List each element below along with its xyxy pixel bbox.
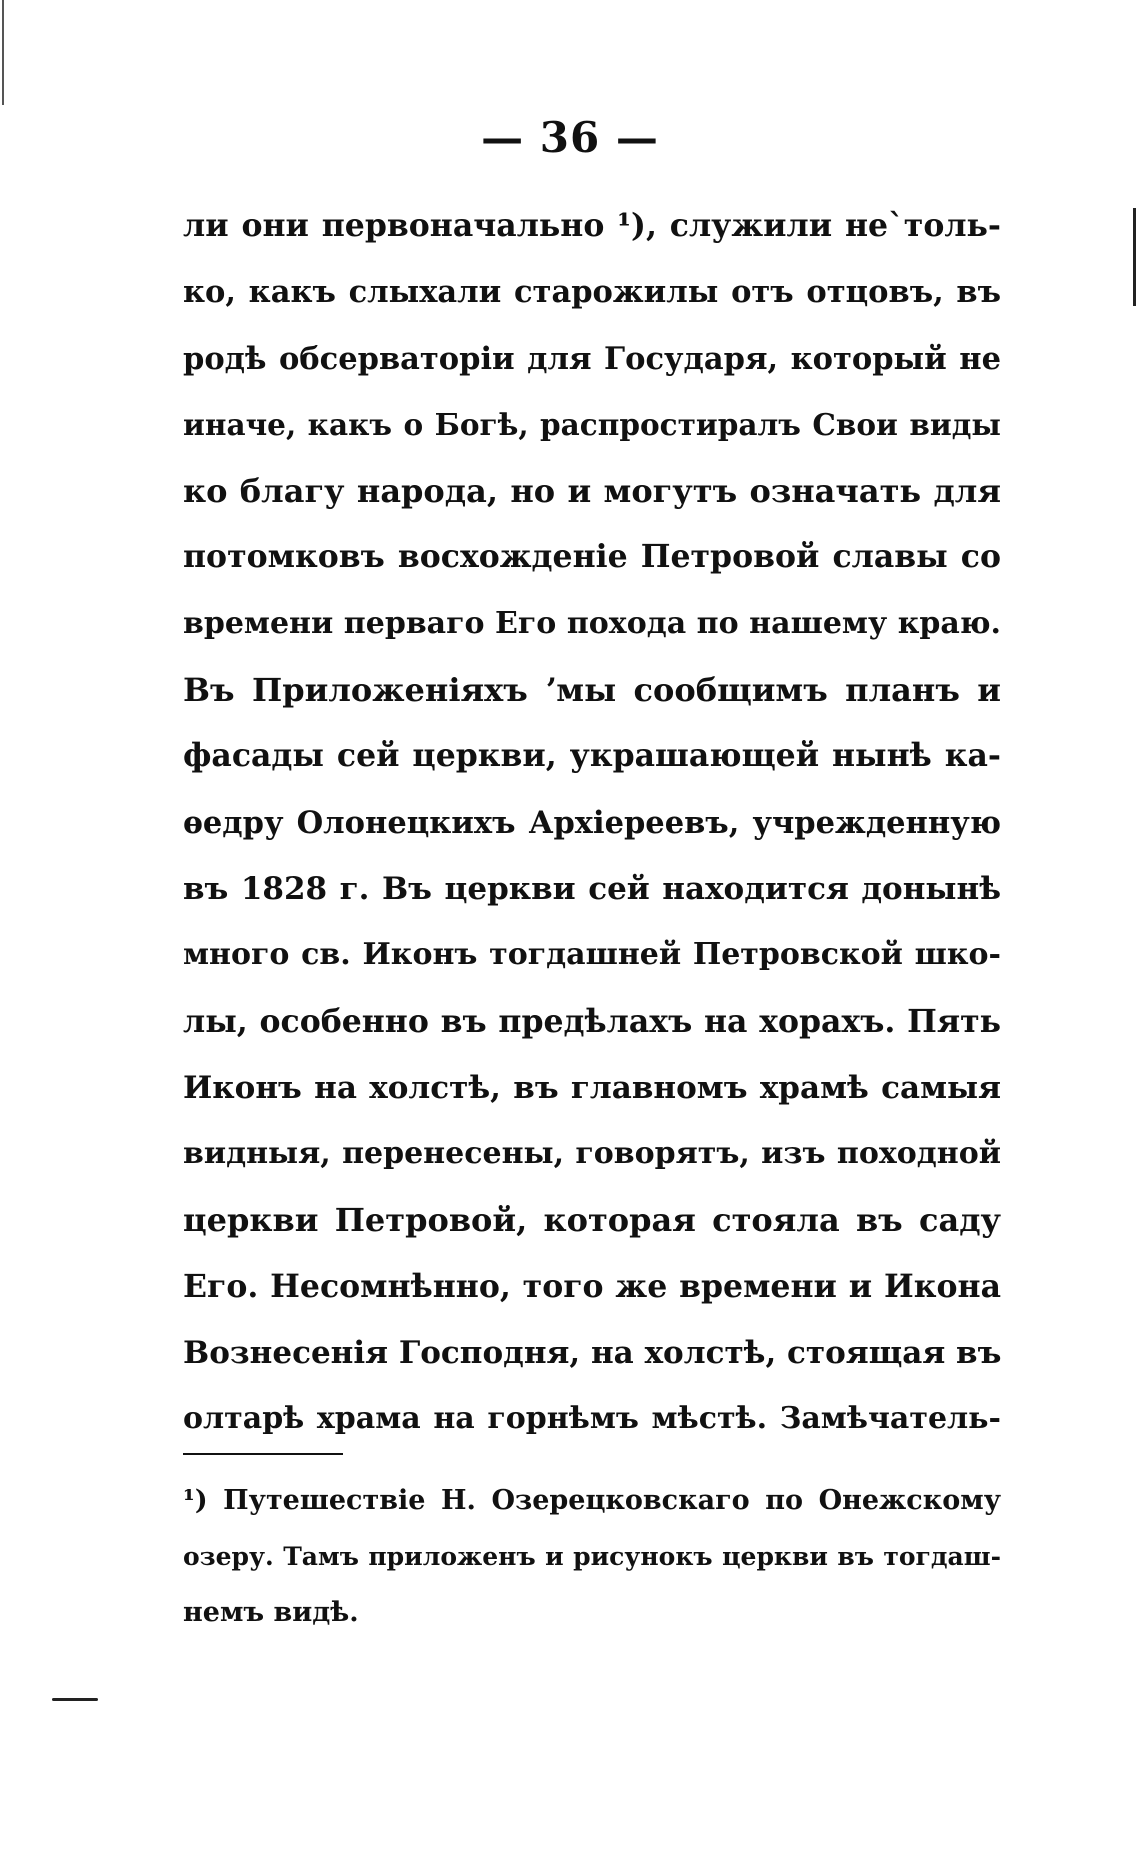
footnote-line: немъ видѣ. — [183, 1597, 359, 1628]
text-line: въ 1828 г. Въ церкви сей находится донынѣ — [183, 870, 1001, 907]
text-line: церкви Петровой, которая стояла въ саду — [183, 1201, 1001, 1240]
text-line: лы, особенно въ предѣлахъ на хорахъ. Пять — [183, 1002, 1001, 1040]
text-line: ли они первоначально ¹), служили не`толь- — [183, 207, 1001, 244]
text-line: Вознесенія Господня, на холстѣ, стоящая въ — [183, 1335, 1002, 1372]
page-edge-mark — [52, 1698, 98, 1701]
text-line: ѳедру Олонецкихъ Архіереевъ, учрежденную — [183, 804, 1001, 841]
text-line: Въ Приложеніяхъ ʼмы сообщимъ планъ и — [183, 671, 1001, 710]
page-number: — 36 — — [481, 113, 659, 162]
footnote-line: озеру. Тамъ приложенъ и рисунокъ церкви въ тогдаш- — [183, 1542, 1001, 1571]
text-line: потомковъ восхожденіе Петровой славы со — [183, 538, 1001, 576]
text-line: видныя, перенесены, говорятъ, изъ походной — [183, 1136, 1001, 1172]
text-line: Его. Несомнѣнно, того же времени и Икона — [183, 1267, 1001, 1305]
text-line: фасады сей церкви, украшающей нынѣ ка- — [183, 737, 1001, 775]
text-line: ко благу народа, но и могутъ означать для — [183, 472, 1001, 511]
text-line: много св. Иконъ тогдашней Петровской шко- — [183, 937, 1001, 973]
text-line: олтарѣ храма на горнѣмъ мѣстѣ. Замѣчатель- — [183, 1401, 1001, 1437]
main-text — [183, 193, 1001, 1453]
text-line: ко, какъ слыхали старожилы отъ отцовъ, въ — [183, 274, 1001, 311]
text-line: родѣ обсерваторіи для Государя, который не — [183, 340, 1001, 377]
page-edge-mark — [2, 0, 4, 105]
footnote-divider — [183, 1453, 343, 1455]
text-line: времени перваго Его похода по нашему краю. — [183, 605, 1001, 641]
footnote — [183, 1473, 1001, 1641]
text-line: Иконъ на холстѣ, въ главномъ храмѣ самыя — [183, 1069, 1001, 1106]
page-edge-mark — [1133, 208, 1136, 306]
footnote-line: ¹) Путешествіе Н. Озерецковскаго по Онежскому — [183, 1485, 1001, 1516]
text-line: иначе, какъ о Богѣ, распростиралъ Свои виды — [183, 406, 1001, 442]
